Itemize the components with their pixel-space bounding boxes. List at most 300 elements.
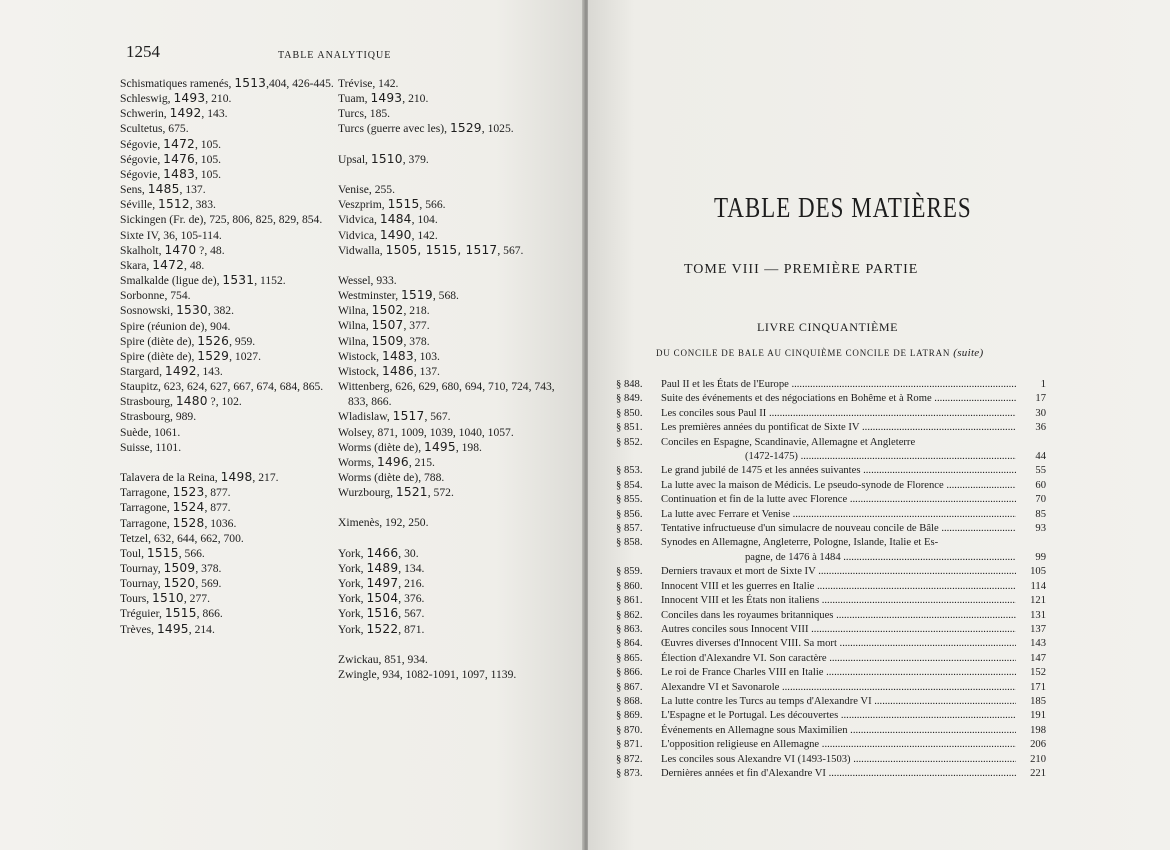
toc-entry [616, 392, 1046, 406]
index-entry-text: Veszprim, [338, 198, 388, 212]
toc-entry [616, 767, 1046, 781]
index-entry [120, 531, 335, 546]
index-entry [338, 455, 570, 470]
index-entry [120, 228, 335, 243]
toc-page-number: 191 [1030, 710, 1046, 722]
toc-entry-title: Paul II et les États de l'Europe ..... [661, 378, 1016, 392]
toc-section-number: § 862. [616, 609, 643, 621]
index-entry [120, 591, 335, 606]
index-entry-year: 1493 [370, 91, 403, 106]
index-entry-text: Wistock, [338, 364, 382, 378]
livre-heading: LIVRE CINQUANTIÈME [757, 320, 899, 334]
index-entry-pages: , 959. [229, 334, 256, 348]
index-entry [120, 364, 335, 379]
index-entry [120, 409, 335, 424]
toc-entry [616, 522, 1046, 536]
toc-page-number: 99 [1035, 551, 1046, 563]
index-entry-text: Spire (diète de), [120, 334, 198, 348]
toc-section-number: § 871. [616, 739, 643, 751]
toc-page-number: 143 [1030, 638, 1046, 650]
toc-entry [616, 493, 1046, 507]
toc-entry-title: Dernières années et fin d'Alexandre VI ..... [661, 767, 1016, 781]
toc-section-number: § 854. [616, 479, 643, 491]
toc-section-number: § 868. [616, 695, 643, 707]
index-entry-year: 1515 [146, 545, 179, 560]
toc-entry [616, 681, 1046, 695]
index-entry-text: Tournay, [120, 561, 164, 575]
index-entry [120, 182, 335, 197]
index-entry-text: Worms (diète de), [338, 440, 424, 454]
index-entry-text: Ségovie, [120, 167, 164, 181]
index-entry-text: Strasbourg, [120, 395, 176, 409]
index-entry-text: Ségovie, [120, 137, 164, 151]
index-entry-text: York, [338, 546, 367, 560]
toc-entry [616, 378, 1046, 392]
index-group-gap [338, 167, 570, 182]
toc-entry [616, 724, 1046, 738]
index-entry-pages: ?, 102. [207, 395, 242, 409]
index-entry-text: Vidvica, [338, 228, 380, 242]
index-entry-pages: , 1036. [204, 516, 237, 530]
index-entry [120, 334, 335, 349]
index-entry-text: Upsal, [338, 152, 371, 166]
index-entry [338, 485, 570, 500]
index-entry-pages: , 377. [403, 319, 430, 333]
index-entry-year: 1470 [164, 242, 197, 257]
index-entry-text: Stargard, [120, 364, 165, 378]
index-entry-year: 1466 [366, 545, 399, 560]
index-entry-year: 1530 [176, 303, 208, 318]
toc-section-number: § 848. [616, 379, 643, 390]
index-entry-pages: , 218. [403, 304, 430, 318]
index-entry [120, 349, 335, 364]
index-column-b [338, 76, 570, 682]
index-entry-pages: , 568. [432, 289, 459, 303]
index-group-gap [338, 637, 570, 652]
toc-entry [616, 580, 1046, 594]
toc-entry-title: La lutte avec la maison de Médicis. Le pseudo-synode de Florence ..... [661, 479, 1016, 493]
index-entry [338, 121, 570, 136]
index-entry-text: York, [338, 561, 367, 575]
toc-section-number: § 867. [616, 681, 643, 693]
toc-entry-title: Les premières années du pontificat de Sixte IV ..... [661, 421, 1016, 435]
index-entry-pages: , 572. [427, 486, 454, 500]
index-entry [338, 606, 570, 621]
toc-page-number: 137 [1030, 623, 1046, 635]
toc-section-number: § 858. [616, 537, 643, 549]
index-entry [120, 546, 335, 561]
index-entry-pages: , 214. [188, 622, 215, 636]
toc-entry [616, 565, 1046, 579]
toc-entry-title: Innocent VIII et les guerres en Italie ..... [661, 580, 1016, 594]
toc-entry-title: Élection d'Alexandre VI. Son caractère ..... [661, 652, 1016, 666]
index-entry-pages: , 877. [204, 501, 231, 515]
tome-heading: TOME VIII — PREMIÈRE PARTIE [684, 262, 919, 277]
index-entry [338, 667, 570, 682]
index-entry-pages: , 566. [178, 546, 205, 560]
index-entry-year: 1504 [366, 591, 399, 606]
toc-page-number: 114 [1030, 580, 1046, 592]
toc-page-number: 60 [1035, 479, 1046, 491]
index-entry-year: 1509 [371, 333, 404, 348]
toc-entry-title: Autres conciles sous Innocent VIII ..... [661, 623, 1016, 637]
index-entry [338, 91, 570, 106]
index-entry-pages: , 105. [194, 137, 222, 151]
toc-title: TABLE DES MATIÈRES [714, 192, 972, 224]
index-entry [120, 258, 335, 273]
index-entry [120, 303, 335, 318]
index-entry-pages: , 137. [413, 364, 440, 378]
index-entry-year: 1529 [449, 121, 482, 136]
index-entry-year: 1485 [147, 182, 180, 197]
toc-section-number: § 853. [616, 465, 643, 477]
index-entry-pages: , 567. [398, 607, 425, 621]
index-entry [338, 334, 570, 349]
index-entry-text: Vidwalla, [338, 243, 386, 257]
toc-page-number: 1 [1040, 379, 1046, 390]
index-entry-pages: , 105. [194, 167, 222, 181]
index-entry-year: 1493 [173, 91, 206, 106]
index-entry-pages: , 1152. [254, 274, 286, 288]
toc-entry-title: Événements en Allemagne sous Maximilien ..... [661, 724, 1016, 738]
index-entry [338, 303, 570, 318]
index-entry-text: Scultetus, 675. [120, 122, 189, 136]
index-entry-pages: , 871. [398, 622, 425, 636]
toc-entry-title-cont: (1472-1475) ..... [661, 450, 1016, 464]
toc-section-number: § 850. [616, 407, 643, 419]
index-entry-pages: , 210. [205, 92, 232, 106]
index-entry-text: Wilna, [338, 334, 372, 348]
index-entry [338, 273, 570, 288]
index-entry-pages: , 567. [497, 243, 524, 257]
index-entry [120, 576, 335, 591]
index-entry [120, 440, 335, 455]
index-entry-text: Sens, [120, 183, 148, 197]
index-entry-text: Westminster, [338, 289, 402, 303]
index-entry-text: Talavera de la Reina, [120, 471, 221, 485]
index-entry-year: 1510 [370, 151, 403, 166]
index-entry [120, 606, 335, 621]
index-entry-text: Tournay, [120, 577, 164, 591]
toc-section-number: § 860. [616, 580, 643, 592]
index-entry [338, 409, 570, 424]
index-entry [120, 470, 335, 485]
index-entry [338, 288, 570, 303]
index-entry-pages: , 48. [184, 258, 205, 272]
toc-section-number: § 861. [616, 595, 643, 607]
index-entry-year: 1486 [381, 363, 414, 378]
index-entry-year: 1483 [381, 348, 414, 363]
index-entry-year: 1509 [163, 560, 196, 575]
toc-entry-title: Œuvres diverses d'Innocent VIII. Sa mort ..... [661, 637, 1016, 651]
index-entry [120, 106, 335, 121]
index-entry-text: Skara, [120, 258, 153, 272]
index-entry-pages: , 566. [419, 198, 446, 212]
index-entry [120, 167, 335, 182]
toc-section-number: § 872. [616, 753, 643, 765]
index-entry [120, 212, 335, 227]
index-entry-text: York, [338, 592, 367, 606]
index-entry [338, 243, 570, 258]
index-entry-year: 1497 [366, 576, 399, 591]
index-entry-text: Toul, [120, 546, 147, 560]
index-entry-pages: , 215. [408, 455, 435, 469]
index-entry-text: Skalholt, [120, 243, 165, 257]
index-entry-year: 1496 [377, 454, 409, 469]
page-number: 1254 [126, 42, 160, 61]
index-entry-year: 1476 [163, 151, 195, 166]
index-entry-pages: ?, 48. [196, 243, 225, 257]
toc-entry-title: Conciles en Espagne, Scandinavie, Allemagne et Angleterre [661, 436, 916, 448]
index-entry-year: 1513 [234, 76, 267, 90]
index-entry [338, 440, 570, 455]
index-entry-text: Tarragone, [120, 486, 173, 500]
index-entry [338, 212, 570, 227]
toc-page-number: 70 [1035, 494, 1046, 506]
toc-section-number: § 856. [616, 508, 643, 520]
index-entry-year: 1515 [164, 606, 197, 621]
toc-page-number: 93 [1035, 523, 1046, 535]
index-group-gap [338, 531, 570, 546]
index-entry-text: Strasbourg, 989. [120, 410, 197, 424]
index-entry [120, 485, 335, 500]
index-entry-pages: , 103. [413, 349, 440, 363]
index-entry-text: Sosnowski, [120, 304, 177, 318]
index-entry-year: 1519 [401, 288, 433, 303]
index-entry [338, 379, 570, 409]
index-entry [338, 318, 570, 333]
index-entry-pages: , 877. [204, 486, 231, 500]
toc-entry-title: Le grand jubilé de 1475 et les années suivantes ..... [661, 464, 1016, 478]
index-entry [120, 137, 335, 152]
index-entry [120, 76, 335, 91]
index-entry-text: Wilna, [338, 304, 372, 318]
toc-page-number: 206 [1030, 739, 1046, 751]
toc-entry [616, 594, 1046, 608]
index-entry-text: Wittenberg, 626, 629, 680, 694, 710, 724, 743, 833, 866. [338, 380, 555, 409]
toc-page-number: 221 [1030, 767, 1046, 779]
index-entry-year: 1531 [222, 273, 255, 288]
index-entry-pages: ,404, 426-445. [266, 77, 334, 90]
toc-entry-title: L'opposition religieuse en Allemagne ..... [661, 738, 1016, 752]
index-entry-year: 1524 [172, 500, 205, 515]
toc-entry [616, 695, 1046, 709]
toc-entry [616, 536, 1046, 550]
toc-entry-title: Le roi de France Charles VIII en Italie ..... [661, 666, 1016, 680]
index-entry-year: 1495 [424, 439, 456, 454]
running-title: TABLE ANALYTIQUE [278, 50, 392, 61]
index-entry-text: Ximenès, 192, 250. [338, 516, 429, 530]
toc-entry-title: Derniers travaux et mort de Sixte IV ..... [661, 565, 1016, 579]
toc-entry-title: Conciles dans les royaumes britanniques ..... [661, 609, 1016, 623]
index-entry [120, 622, 335, 637]
index-entry [338, 364, 570, 379]
subtitle-suffix: (suite) [953, 347, 984, 359]
index-entry [338, 546, 570, 561]
index-entry-year: 1498 [220, 470, 253, 485]
index-entry-text: Wolsey, 871, 1009, 1039, 1040, 1057. [338, 425, 514, 439]
index-entry-year: 1522 [366, 621, 399, 636]
index-entry-year: 1480 [175, 394, 208, 409]
index-entry-text: Schismatiques ramenés, [120, 77, 235, 90]
index-entry-text: Sickingen (Fr. de), 725, 806, 825, 829, 854. [120, 213, 323, 227]
index-entry-year: 1502 [371, 303, 404, 318]
index-entry-year: 1489 [366, 560, 399, 575]
toc-page-number: 210 [1030, 753, 1046, 765]
index-entry-year: 1523 [172, 485, 205, 500]
index-entry-pages: , 382. [207, 304, 234, 318]
index-entry [120, 91, 335, 106]
index-entry [120, 379, 335, 394]
toc-entry-title: La lutte avec Ferrare et Venise ..... [661, 508, 1016, 522]
index-entry-pages: , 216. [398, 577, 425, 591]
index-entry-text: Tarragone, [120, 516, 173, 530]
index-entry-year: 1472 [163, 136, 195, 151]
index-entry-text: Zwickau, 851, 934. [338, 652, 428, 666]
index-entry-text: Wilna, [338, 319, 372, 333]
index-entry-text: Wurzbourg, [338, 486, 396, 500]
toc-entry [616, 436, 1046, 450]
index-entry [338, 182, 570, 197]
index-entry [338, 76, 570, 91]
index-entry-pages: , 134. [398, 561, 425, 575]
index-entry-pages: , 142. [411, 228, 438, 242]
index-entry [120, 121, 335, 136]
index-entry-year: 1516 [366, 606, 399, 621]
index-entry-year: 1515 [387, 197, 420, 212]
toc-page-number: 131 [1030, 609, 1046, 621]
index-entry-text: Turcs (guerre avec les), [338, 122, 450, 136]
index-entry-text: Zwingle, 934, 1082-1091, 1097, 1139. [338, 668, 517, 681]
toc-entry-title: Alexandre VI et Savonarole ..... [661, 681, 1016, 695]
toc-section-number: § 873. [616, 767, 643, 779]
toc-section-number: § 870. [616, 724, 643, 736]
index-entry [120, 500, 335, 515]
index-entry-text: Séville, [120, 198, 158, 212]
index-entry-pages: , 378. [403, 334, 430, 348]
index-entry [120, 516, 335, 531]
livre-subtitle [656, 347, 983, 359]
index-entry-pages: , 378. [195, 561, 222, 575]
index-entry [120, 243, 335, 258]
toc-section-number: § 865. [616, 652, 643, 664]
index-entry [120, 319, 335, 334]
index-entry-text: Wessel, 933. [338, 273, 397, 287]
index-entry [120, 561, 335, 576]
index-entry-pages: , 105. [194, 152, 222, 166]
toc-section-number: § 859. [616, 566, 643, 578]
index-entry-text: Spire (diète de), [120, 349, 198, 363]
subtitle-text: DU CONCILE DE BALE AU CINQUIÈME CONCILE DE LATRAN [656, 348, 951, 358]
index-entry-text: Staupitz, 623, 624, 627, 667, 674, 684, 865. [120, 380, 324, 394]
toc-page-number: 85 [1035, 508, 1046, 520]
right-page [588, 0, 1170, 850]
index-entry [120, 197, 335, 212]
toc-entry [616, 623, 1046, 637]
toc-entry-title: Les conciles sous Alexandre VI (1493-1503) ..... [661, 753, 1016, 767]
index-entry-pages: , 1025. [481, 122, 514, 136]
toc-entry-title: La lutte contre les Turcs au temps d'Alexandre VI ..... [661, 695, 1016, 709]
toc-page-number: 44 [1035, 451, 1046, 463]
index-entry-text: Tetzel, 632, 644, 662, 700. [120, 531, 244, 545]
index-entry [120, 394, 335, 409]
index-entry [338, 228, 570, 243]
index-entry-text: Tréguier, [120, 607, 165, 621]
index-entry-pages: , 1027. [229, 349, 261, 363]
left-page [0, 0, 584, 850]
toc-section-number: § 852. [616, 436, 643, 448]
index-entry-year: 1517 [392, 409, 425, 424]
index-entry-pages: , 143. [196, 364, 223, 378]
index-entry-text: Turcs, 185. [338, 107, 391, 121]
toc-entry [616, 637, 1046, 651]
index-entry-year: 1483 [163, 166, 195, 181]
index-group-gap [338, 137, 570, 152]
index-entry-pages: , 198. [455, 440, 482, 454]
toc-page-number: 17 [1035, 393, 1046, 405]
toc-entry [616, 666, 1046, 680]
index-entry [338, 470, 570, 485]
index-entry-pages: , 104. [411, 213, 438, 227]
toc-section-number: § 866. [616, 667, 643, 679]
index-entry-year: 1492 [164, 363, 197, 378]
toc-entry-continuation [616, 551, 1046, 565]
index-entry-text: York, [338, 622, 367, 636]
index-entry-text: Trèves, [120, 622, 157, 636]
toc-entry [616, 421, 1046, 435]
toc-entry [616, 464, 1046, 478]
toc-entry [616, 479, 1046, 493]
index-entry [338, 349, 570, 364]
index-entry-year: 1472 [152, 257, 185, 272]
index-entry-text: Tuam, [338, 92, 371, 106]
toc-entry-title: Continuation et fin de la lutte avec Florence ..... [661, 493, 1016, 507]
index-entry-text: Smalkalde (ligue de), [120, 274, 223, 288]
index-entry [338, 197, 570, 212]
index-entry-pages: , 379. [402, 152, 429, 166]
index-entry-text: Sorbonne, 754. [120, 289, 191, 303]
index-entry [338, 622, 570, 637]
toc-page-number: 30 [1035, 407, 1046, 419]
index-column-a [120, 76, 335, 637]
toc-section-number: § 855. [616, 494, 643, 506]
index-entry-year: 1495 [156, 621, 189, 636]
index-entry-text: York, [338, 607, 367, 621]
toc-section-number: § 851. [616, 422, 643, 434]
index-entry [338, 152, 570, 167]
index-entry [338, 561, 570, 576]
index-entry-text: Suisse, 1101. [120, 440, 182, 454]
index-entry-pages: , 376. [398, 592, 425, 606]
index-entry-pages: , 30. [398, 546, 419, 560]
toc-entry [616, 508, 1046, 522]
index-entry-text: Ségovie, [120, 152, 164, 166]
toc-page-number: 36 [1035, 422, 1046, 434]
index-entry-pages: , 143. [201, 107, 228, 121]
toc-entry [616, 407, 1046, 421]
index-entry-text: Vidvica, [338, 213, 380, 227]
index-entry-text: Spire (réunion de), 904. [120, 319, 231, 333]
toc-list [616, 378, 1046, 781]
toc-entry-title: Innocent VIII et les États non italiens ..... [661, 594, 1016, 608]
index-entry-year: 1512 [158, 197, 190, 212]
index-entry-text: Sixte IV, 36, 105-114. [120, 228, 222, 242]
toc-entry-title: Synodes en Allemagne, Angleterre, Pologne, Islande, Italie et Es- [661, 537, 939, 549]
toc-page-number: 105 [1030, 566, 1046, 578]
toc-page-number: 121 [1030, 595, 1046, 607]
index-entry [338, 652, 570, 667]
toc-page-number: 152 [1030, 667, 1046, 679]
